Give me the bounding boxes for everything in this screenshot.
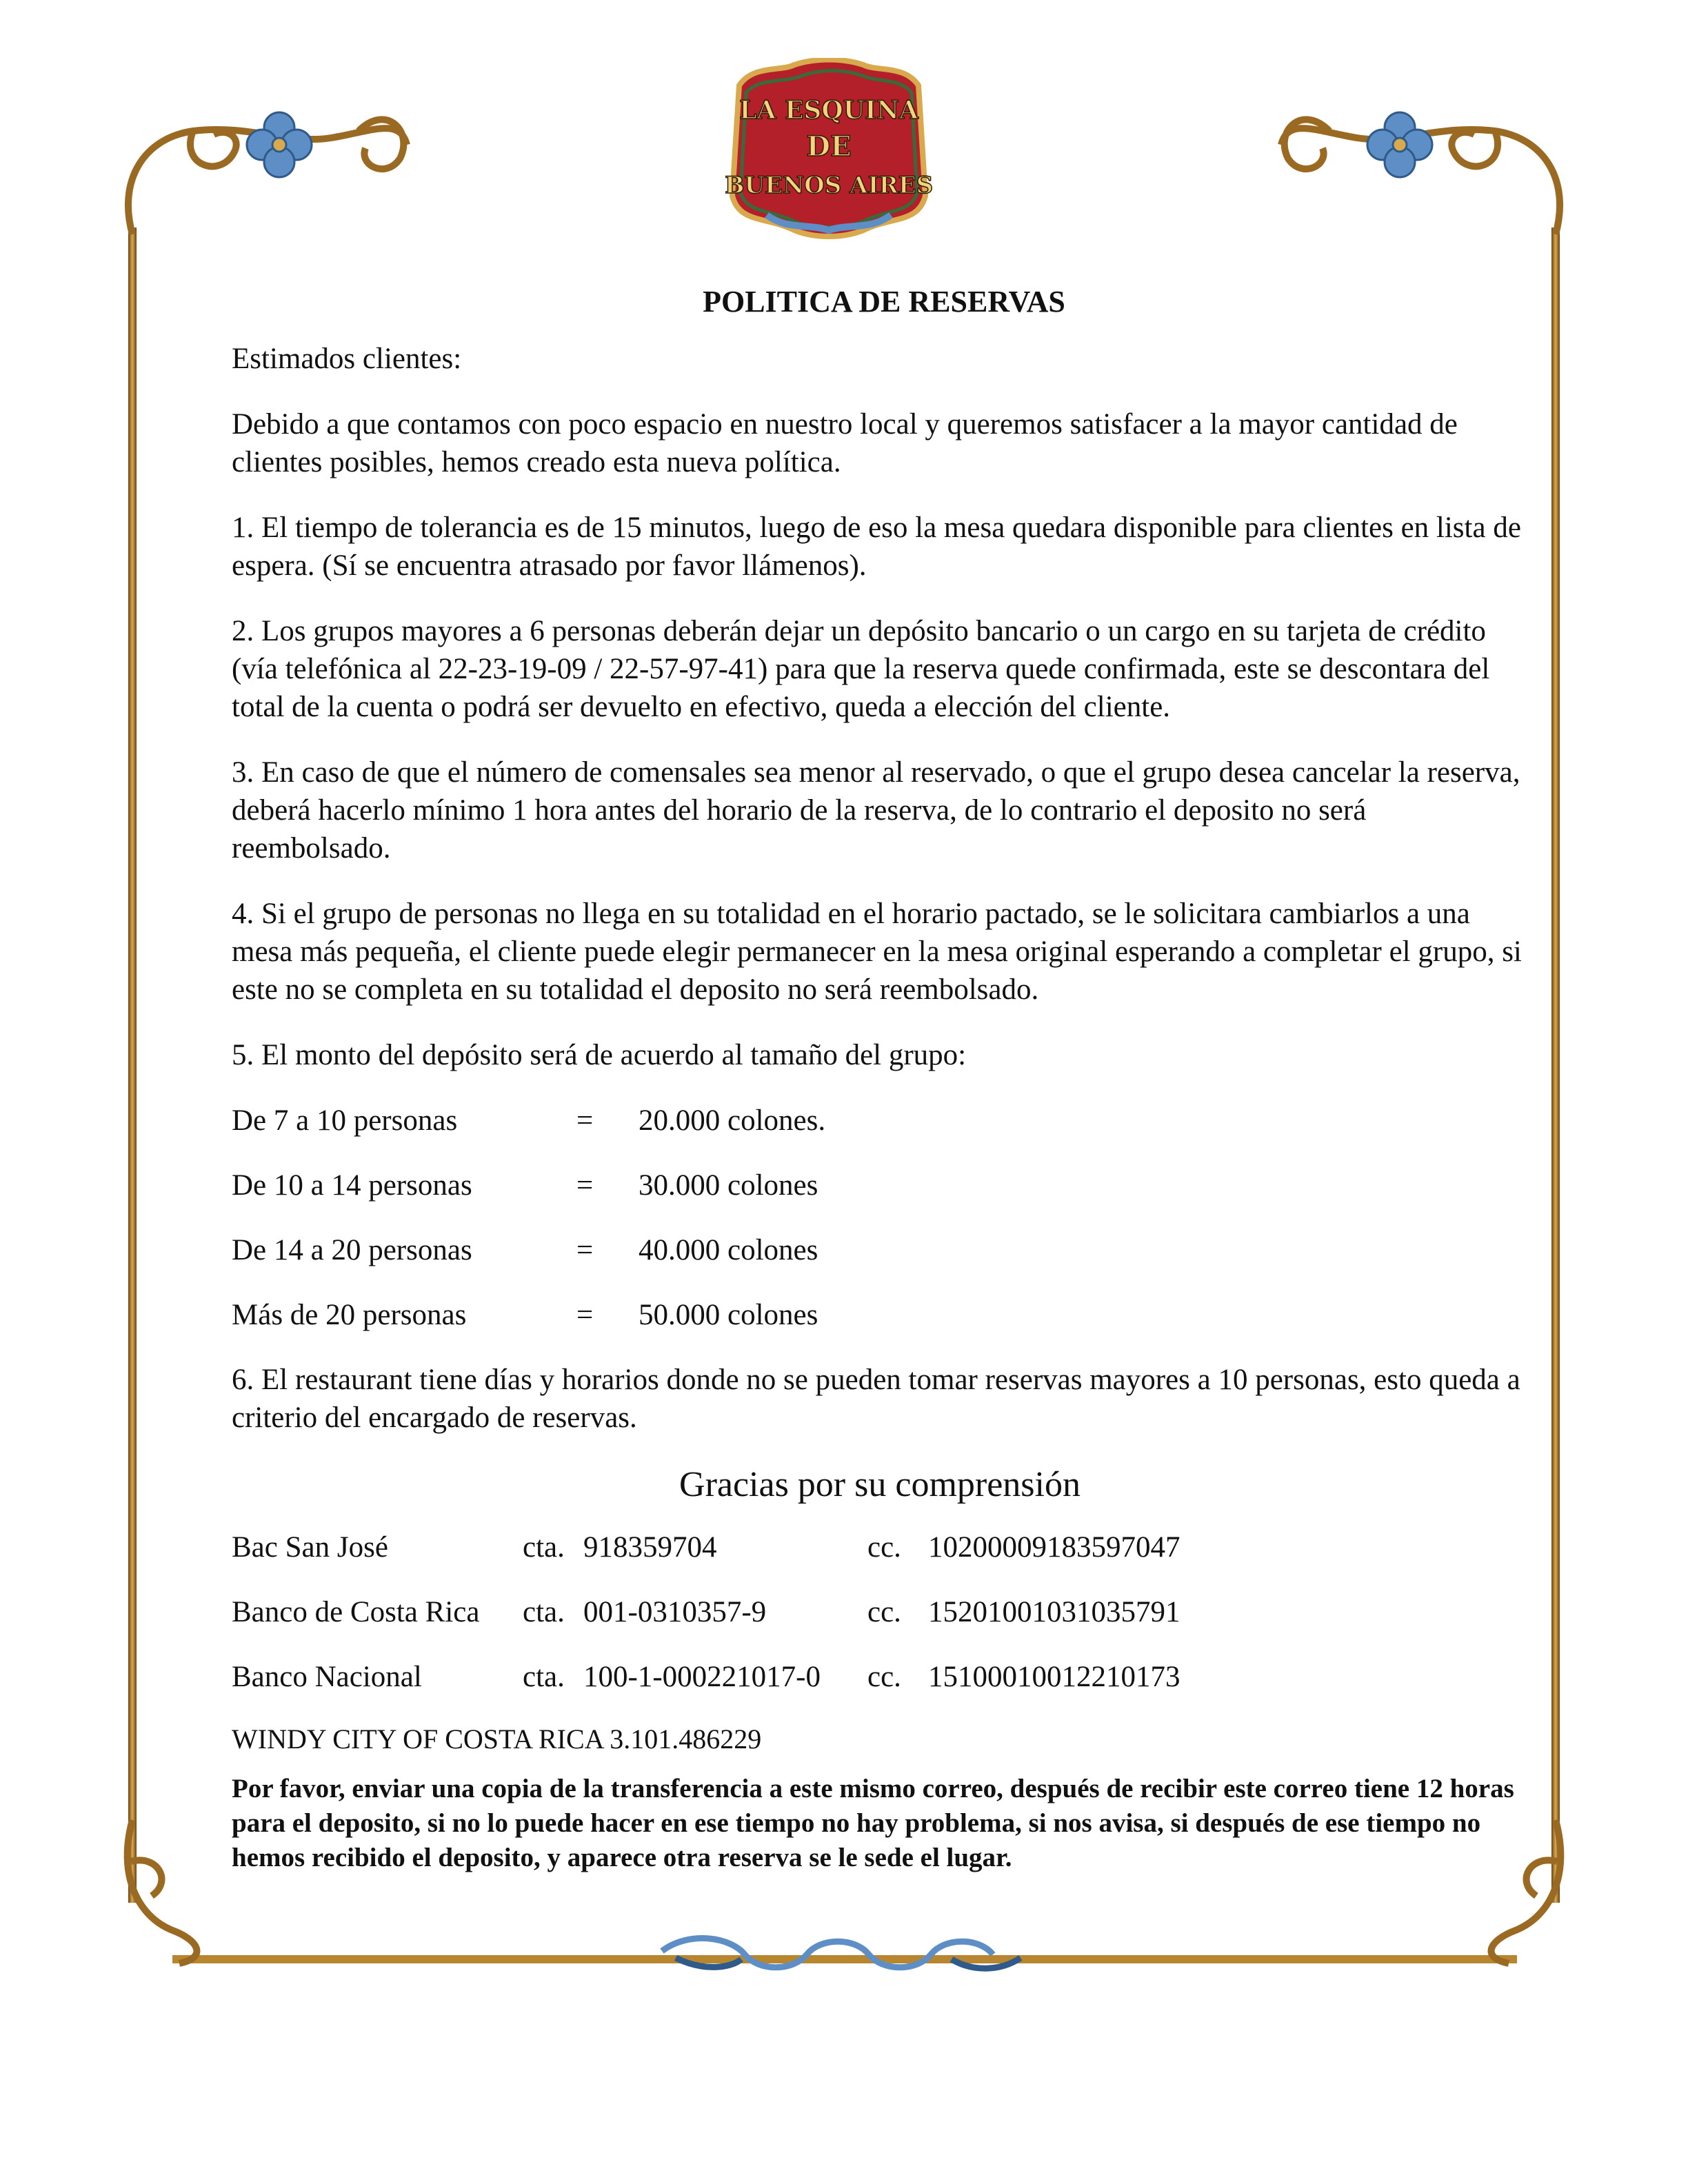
deposit-group: De 7 a 10 personas (232, 1104, 458, 1137)
cta-number: 918359704 (583, 1531, 717, 1564)
flower-ornament-top-right (1367, 112, 1432, 177)
cc-number: 15201001031035791 (928, 1596, 1180, 1628)
bank-name: Bac San José (232, 1531, 388, 1564)
bank-name: Banco de Costa Rica (232, 1596, 480, 1628)
deposit-amount: 50.000 colones (639, 1299, 818, 1331)
thanks-heading: Gracias por su comprensión (679, 1465, 1081, 1504)
deposit-group: De 14 a 20 personas (232, 1234, 472, 1266)
bank-name: Banco Nacional (232, 1661, 422, 1693)
rule-5: 5. El monto del depósito será de acuerdo al tamaño del grupo: (232, 1039, 967, 1071)
svg-text:LA ESQUINA: LA ESQUINA (739, 96, 918, 125)
page-title: POLITICA DE RESERVAS (703, 285, 1065, 318)
transfer-notice: Por favor, enviar una copia de la transferencia a este mismo correo, después de recibir este correo tiene 12 horas para el deposito, si no lo puede hacer en ese tiempo no hay problema, si nos avisa, si después de ese tiempo no hemos recibido el deposito, y aparece otra reserva se le sede el lugar. (232, 1774, 1514, 1872)
deposit-table (232, 1102, 1523, 1334)
deposit-equals: = (576, 1169, 594, 1202)
cta-label: cta. (523, 1661, 565, 1693)
deposit-amount: 20.000 colones. (639, 1104, 826, 1137)
svg-text:BUENOS AIRES: BUENOS AIRES (725, 172, 932, 199)
scroll-ornament-bottom-left (128, 1820, 197, 1963)
cta-number: 100-1-000221017-0 (583, 1661, 821, 1693)
flower-ornament-top-left (247, 112, 312, 177)
rule-1: 1. El tiempo de tolerancia es de 15 minutos, luego de eso la mesa quedara disponible para clientes en lista de espera. (Sí se encuentra atrasado por favor llámenos). (232, 512, 1521, 582)
frame-bottom-border (172, 1955, 1517, 1963)
cta-label: cta. (523, 1531, 565, 1564)
deposit-row (232, 1296, 1523, 1334)
frame-left-border (128, 228, 137, 1903)
greeting: Estimados clientes: (232, 343, 462, 375)
intro-paragraph: Debido a que contamos con poco espacio en nuestro local y queremos satisfacer a la mayor cantidad de clientes posibles, hemos creado esta nueva política. (232, 408, 1458, 478)
deposit-row (232, 1102, 1523, 1140)
frame-right-border (1551, 228, 1560, 1903)
deposit-group: Más de 20 personas (232, 1299, 467, 1331)
rule-2: 2. Los grupos mayores a 6 personas deberán dejar un depósito bancario o un cargo en su tarjeta de crédito (vía telefónica al 22-23-19-09 / 22-57-97-41) para que la reserva quede confirmada, este se descontara del total de la cuenta o podrá ser devuelto en efectivo, queda a elección del cliente. (232, 615, 1490, 723)
bank-row (232, 1658, 1523, 1696)
deposit-equals: = (576, 1234, 594, 1266)
logo (725, 58, 932, 241)
bank-accounts-table (232, 1528, 1523, 1696)
deposit-row (232, 1231, 1523, 1269)
rule-6: 6. El restaurant tiene días y horarios donde no se pueden tomar reservas mayores a 10 personas, esto queda a criterio del encargado de reservas. (232, 1364, 1520, 1434)
cta-number: 001-0310357-9 (583, 1596, 767, 1628)
cc-label: cc. (867, 1661, 901, 1693)
deposit-amount: 40.000 colones (639, 1234, 818, 1266)
rule-3: 3. En caso de que el número de comensales sea menor al reservado, o que el grupo desea cancelar la reserva, deberá hacerlo mínimo 1 hora antes del horario de la reserva, de lo contrario el deposito no será reembolsado. (232, 756, 1520, 865)
svg-text:DE: DE (806, 130, 852, 163)
cc-number: 10200009183597047 (928, 1531, 1180, 1564)
rule-4: 4. Si el grupo de personas no llega en su totalidad en el horario pactado, se le solicitara cambiarlos a una mesa más pequeña, el cliente puede elegir permanecer en la mesa original esperando a completar el grupo, si este no se completa en su totalidad el deposito no será reembolsado. (232, 898, 1522, 1006)
company-info: WINDY CITY OF COSTA RICA 3.101.486229 (232, 1723, 762, 1755)
deposit-equals: = (576, 1104, 594, 1137)
logo-emblem (725, 58, 932, 241)
deposit-group: De 10 a 14 personas (232, 1169, 472, 1202)
document-body (232, 276, 1523, 1875)
cta-label: cta. (523, 1596, 565, 1628)
cc-label: cc. (867, 1531, 901, 1564)
cc-number: 15100010012210173 (928, 1661, 1180, 1693)
bank-row (232, 1528, 1523, 1566)
bank-row (232, 1593, 1523, 1631)
deposit-amount: 30.000 colones (639, 1169, 818, 1202)
scroll-ornament-bottom-center (662, 1938, 1021, 1968)
cc-label: cc. (867, 1596, 901, 1628)
deposit-equals: = (576, 1299, 594, 1331)
deposit-row (232, 1166, 1523, 1204)
